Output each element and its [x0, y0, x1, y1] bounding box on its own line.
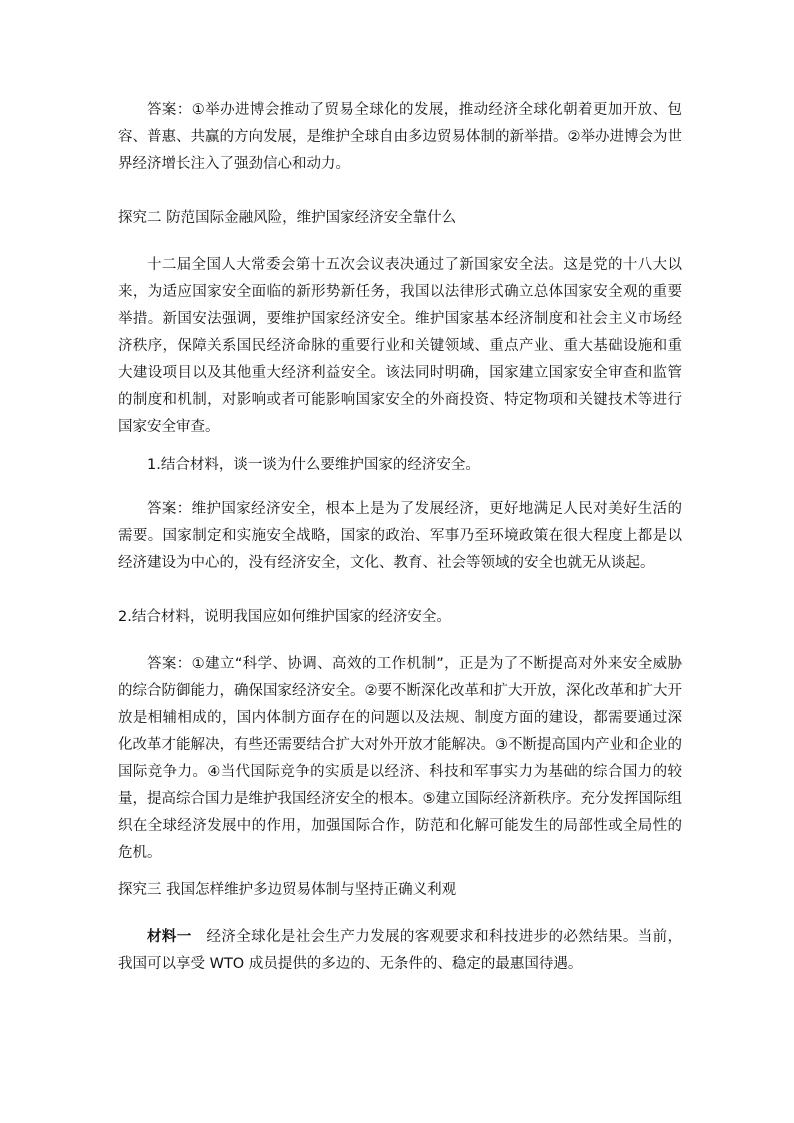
answer-question-2: 答案：①建立“科学、协调、高效的工作机制”，正是为了不断提高对外来安全威胁的综合防御能力，确保国家经济安全。②要不断深化改革和扩大开放，深化改革和扩大开放是相辅相成的，国内体制方面存在的问题以及法规、制度方面的建设，都需要通过深化改革才能解决，有些还需要结合扩大对外开放才能解决。③不断提高国内产业和企业的国际竞争力。④当代国际竞争的实质是以经济、科技和军事实力为基础的综合国力的较量，提高综合国力是维护我国经济安全的根本。⑤建立国际经济新秩序。充分发挥国际组织在全球经济发展中的作用，加强国际合作，防范和化解可能发生的局部性或全局性的危机。	[118, 656, 682, 861]
material-1-paragraph	[118, 924, 682, 978]
question-2: 2.结合材料，说明我国应如何维护国家的经济安全。	[118, 609, 451, 625]
material-1-text: 经济全球化是社会生产力发展的客观要求和科技进步的必然结果。当前，我国可以享受 WTO 成员提供的多边的、无条件的、稳定的最惠国待遇。	[118, 929, 683, 972]
material-paragraph: 十二届全国人大常委会第十五次会议表决通过了新国家安全法。这是党的十八大以来，为适应国家安全面临的新形势新任务，我国以法律形式确立总体国家安全观的重要举措。新国安法强调，要维护国家经济安全。维护国家基本经济制度和社会主义市场经济秩序，保障关系国民经济命脉的重要行业和关键领域、重点产业、重大基础设施和重大建设项目以及其他重大经济利益安全。该法同时明确，国家建立国家安全审查和监管的制度和机制，对影响或者可能影响国家安全的外商投资、特定物项和关键技术等进行国家安全审查。	[118, 257, 682, 435]
question-1: 1.结合材料，谈一谈为什么要维护国家的经济安全。	[147, 457, 480, 473]
section-2-title: 探究二 防范国际金融风险，维护国家经济安全靠什么	[118, 210, 457, 226]
answer-question-1: 答案：维护国家经济安全，根本上是为了发展经济，更好地满足人民对美好生活的需要。国家制定和实施安全战略，国家的政治、军事乃至环境政策在很大程度上都是以经济建设为中心的，没有经济安全，文化、教育、社会等领域的安全也就无从谈起。	[118, 501, 682, 571]
material-1-label: 材料一	[147, 929, 192, 945]
section-3-title: 探究三 我国怎样维护多边贸易体制与坚持正确义利观	[118, 882, 457, 898]
answer-paragraph-1: 答案：①举办进博会推动了贸易全球化的发展，推动经济全球化朝着更加开放、包容、普惠、共赢的方向发展，是维护全球自由多边贸易体制的新举措。②举办进博会为世界经济增长注入了强劲信心和动力。	[118, 102, 682, 172]
